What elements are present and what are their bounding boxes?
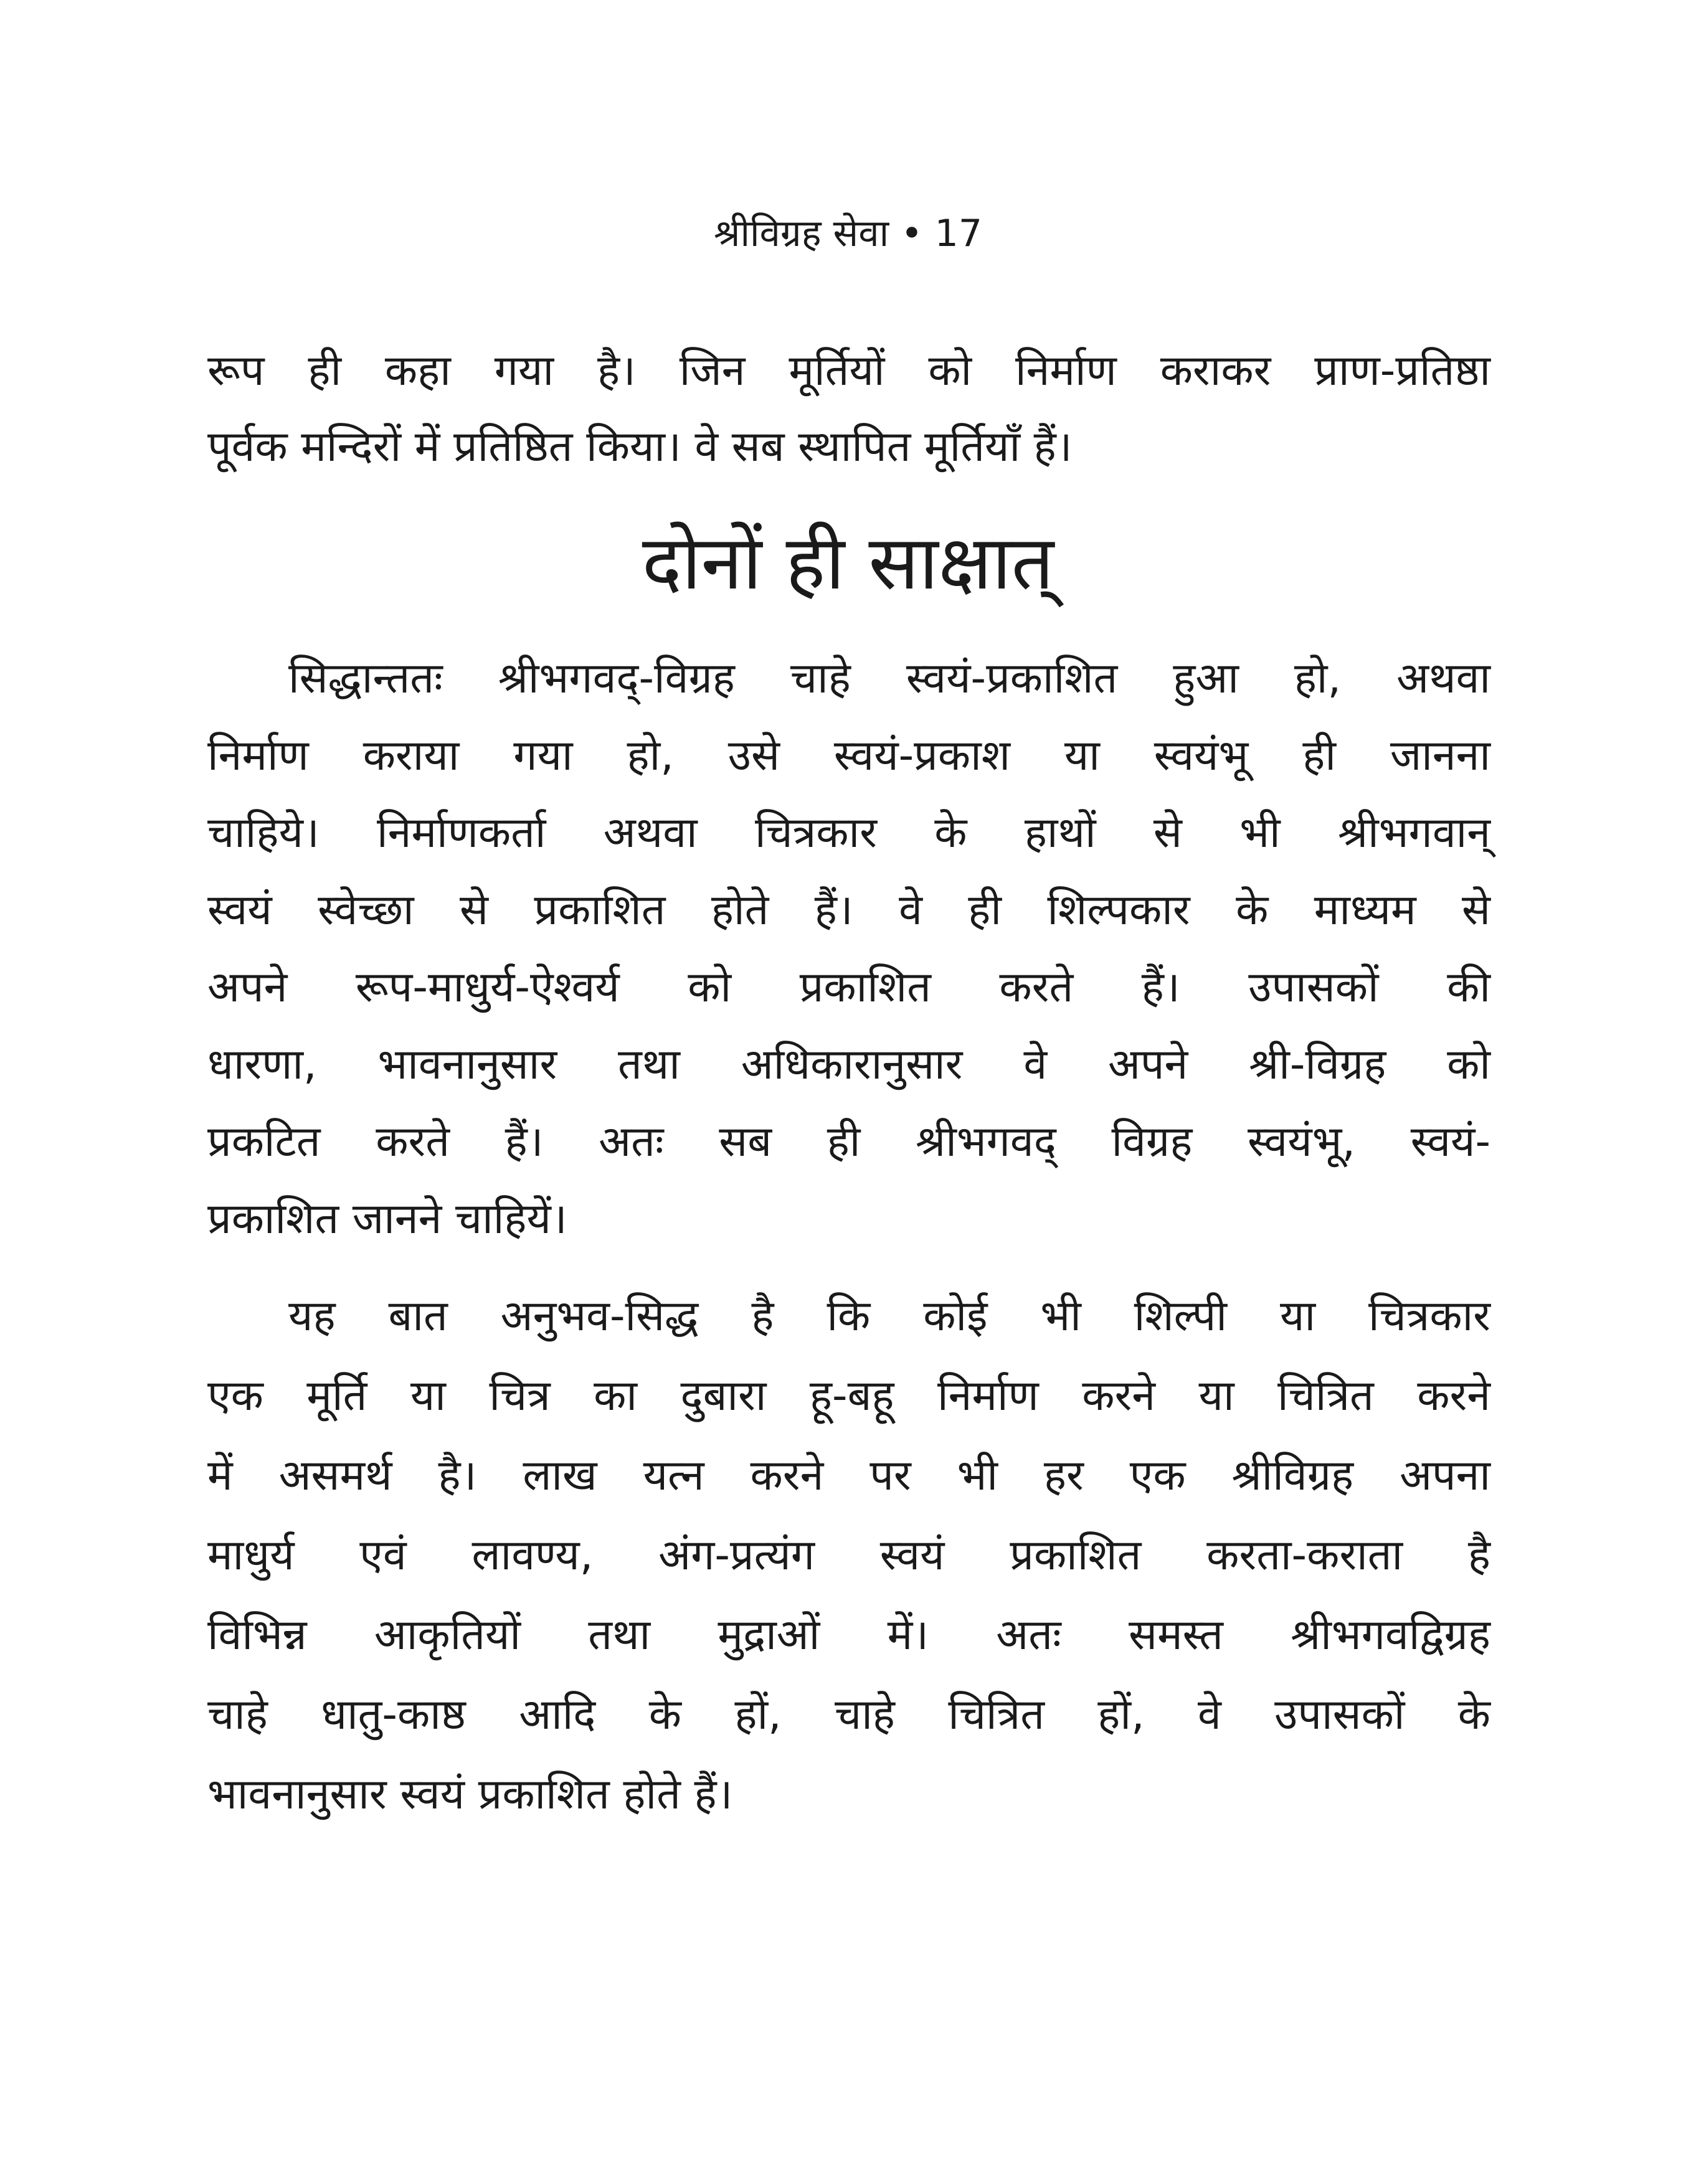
- text-line: एक मूर्ति या चित्र का दुबारा हू-बहू निर्माण करने या चित्रित करने: [207, 1371, 1490, 1421]
- header-title: श्रीविग्रह सेवा: [713, 212, 889, 255]
- text-line: माधुर्य एवं लावण्य, अंग-प्रत्यंग स्वयं प्रकाशित करता-कराता है: [207, 1531, 1490, 1580]
- text-line: सिद्धान्ततः श्रीभगवद्-विग्रह चाहे स्वयं-प्रकाशित हुआ हो, अथवा: [288, 654, 1490, 703]
- text-line: निर्माण कराया गया हो, उसे स्वयं-प्रकाश या स्वयंभू ही जानना: [207, 731, 1490, 780]
- header-separator: •: [901, 212, 923, 255]
- running-header: [0, 209, 1696, 258]
- section-heading: दोनों ही साक्षात्: [642, 520, 1054, 607]
- page-number: 17: [934, 212, 983, 255]
- text-line: स्वयं स्वेच्छा से प्रकाशित होते हैं। वे ही शिल्पकार के माध्यम से: [207, 886, 1490, 935]
- text-line: अपने रूप-माधुर्य-ऐश्वर्य को प्रकाशित करते हैं। उपासकों की: [207, 963, 1490, 1012]
- text-line: में असमर्थ है। लाख यत्न करने पर भी हर एक श्रीविग्रह अपना: [207, 1451, 1490, 1500]
- text-line: भावनानुसार स्वयं प्रकाशित होते हैं।: [207, 1770, 733, 1819]
- text-line: विभिन्न आकृतियों तथा मुद्राओं में। अतः समस्त श्रीभगवद्विग्रह: [207, 1610, 1490, 1660]
- text-line: प्रकटित करते हैं। अतः सब ही श्रीभगवद् विग्रह स्वयंभू, स्वयं-: [207, 1117, 1490, 1166]
- text-line: पूर्वक मन्दिरों में प्रतिष्ठित किया। वे सब स्थापित मूर्तियाँ हैं।: [207, 422, 1073, 471]
- text-line: चाहे धातु-काष्ठ आदि के हों, चाहे चित्रित हों, वे उपासकों के: [207, 1690, 1490, 1739]
- text-line: प्रकाशित जानने चाहियें।: [207, 1194, 567, 1244]
- text-line: रूप ही कहा गया है। जिन मूर्तियों को निर्माण कराकर प्राण-प्रतिष्ठा: [207, 346, 1490, 395]
- text-line: यह बात अनुभव-सिद्ध है कि कोई भी शिल्पी या चित्रकार: [288, 1292, 1490, 1341]
- text-line: धारणा, भावनानुसार तथा अधिकारानुसार वे अपने श्री-विग्रह को: [207, 1040, 1490, 1089]
- text-line: चाहिये। निर्माणकर्ता अथवा चित्रकार के हाथों से भी श्रीभगवान्: [207, 808, 1490, 858]
